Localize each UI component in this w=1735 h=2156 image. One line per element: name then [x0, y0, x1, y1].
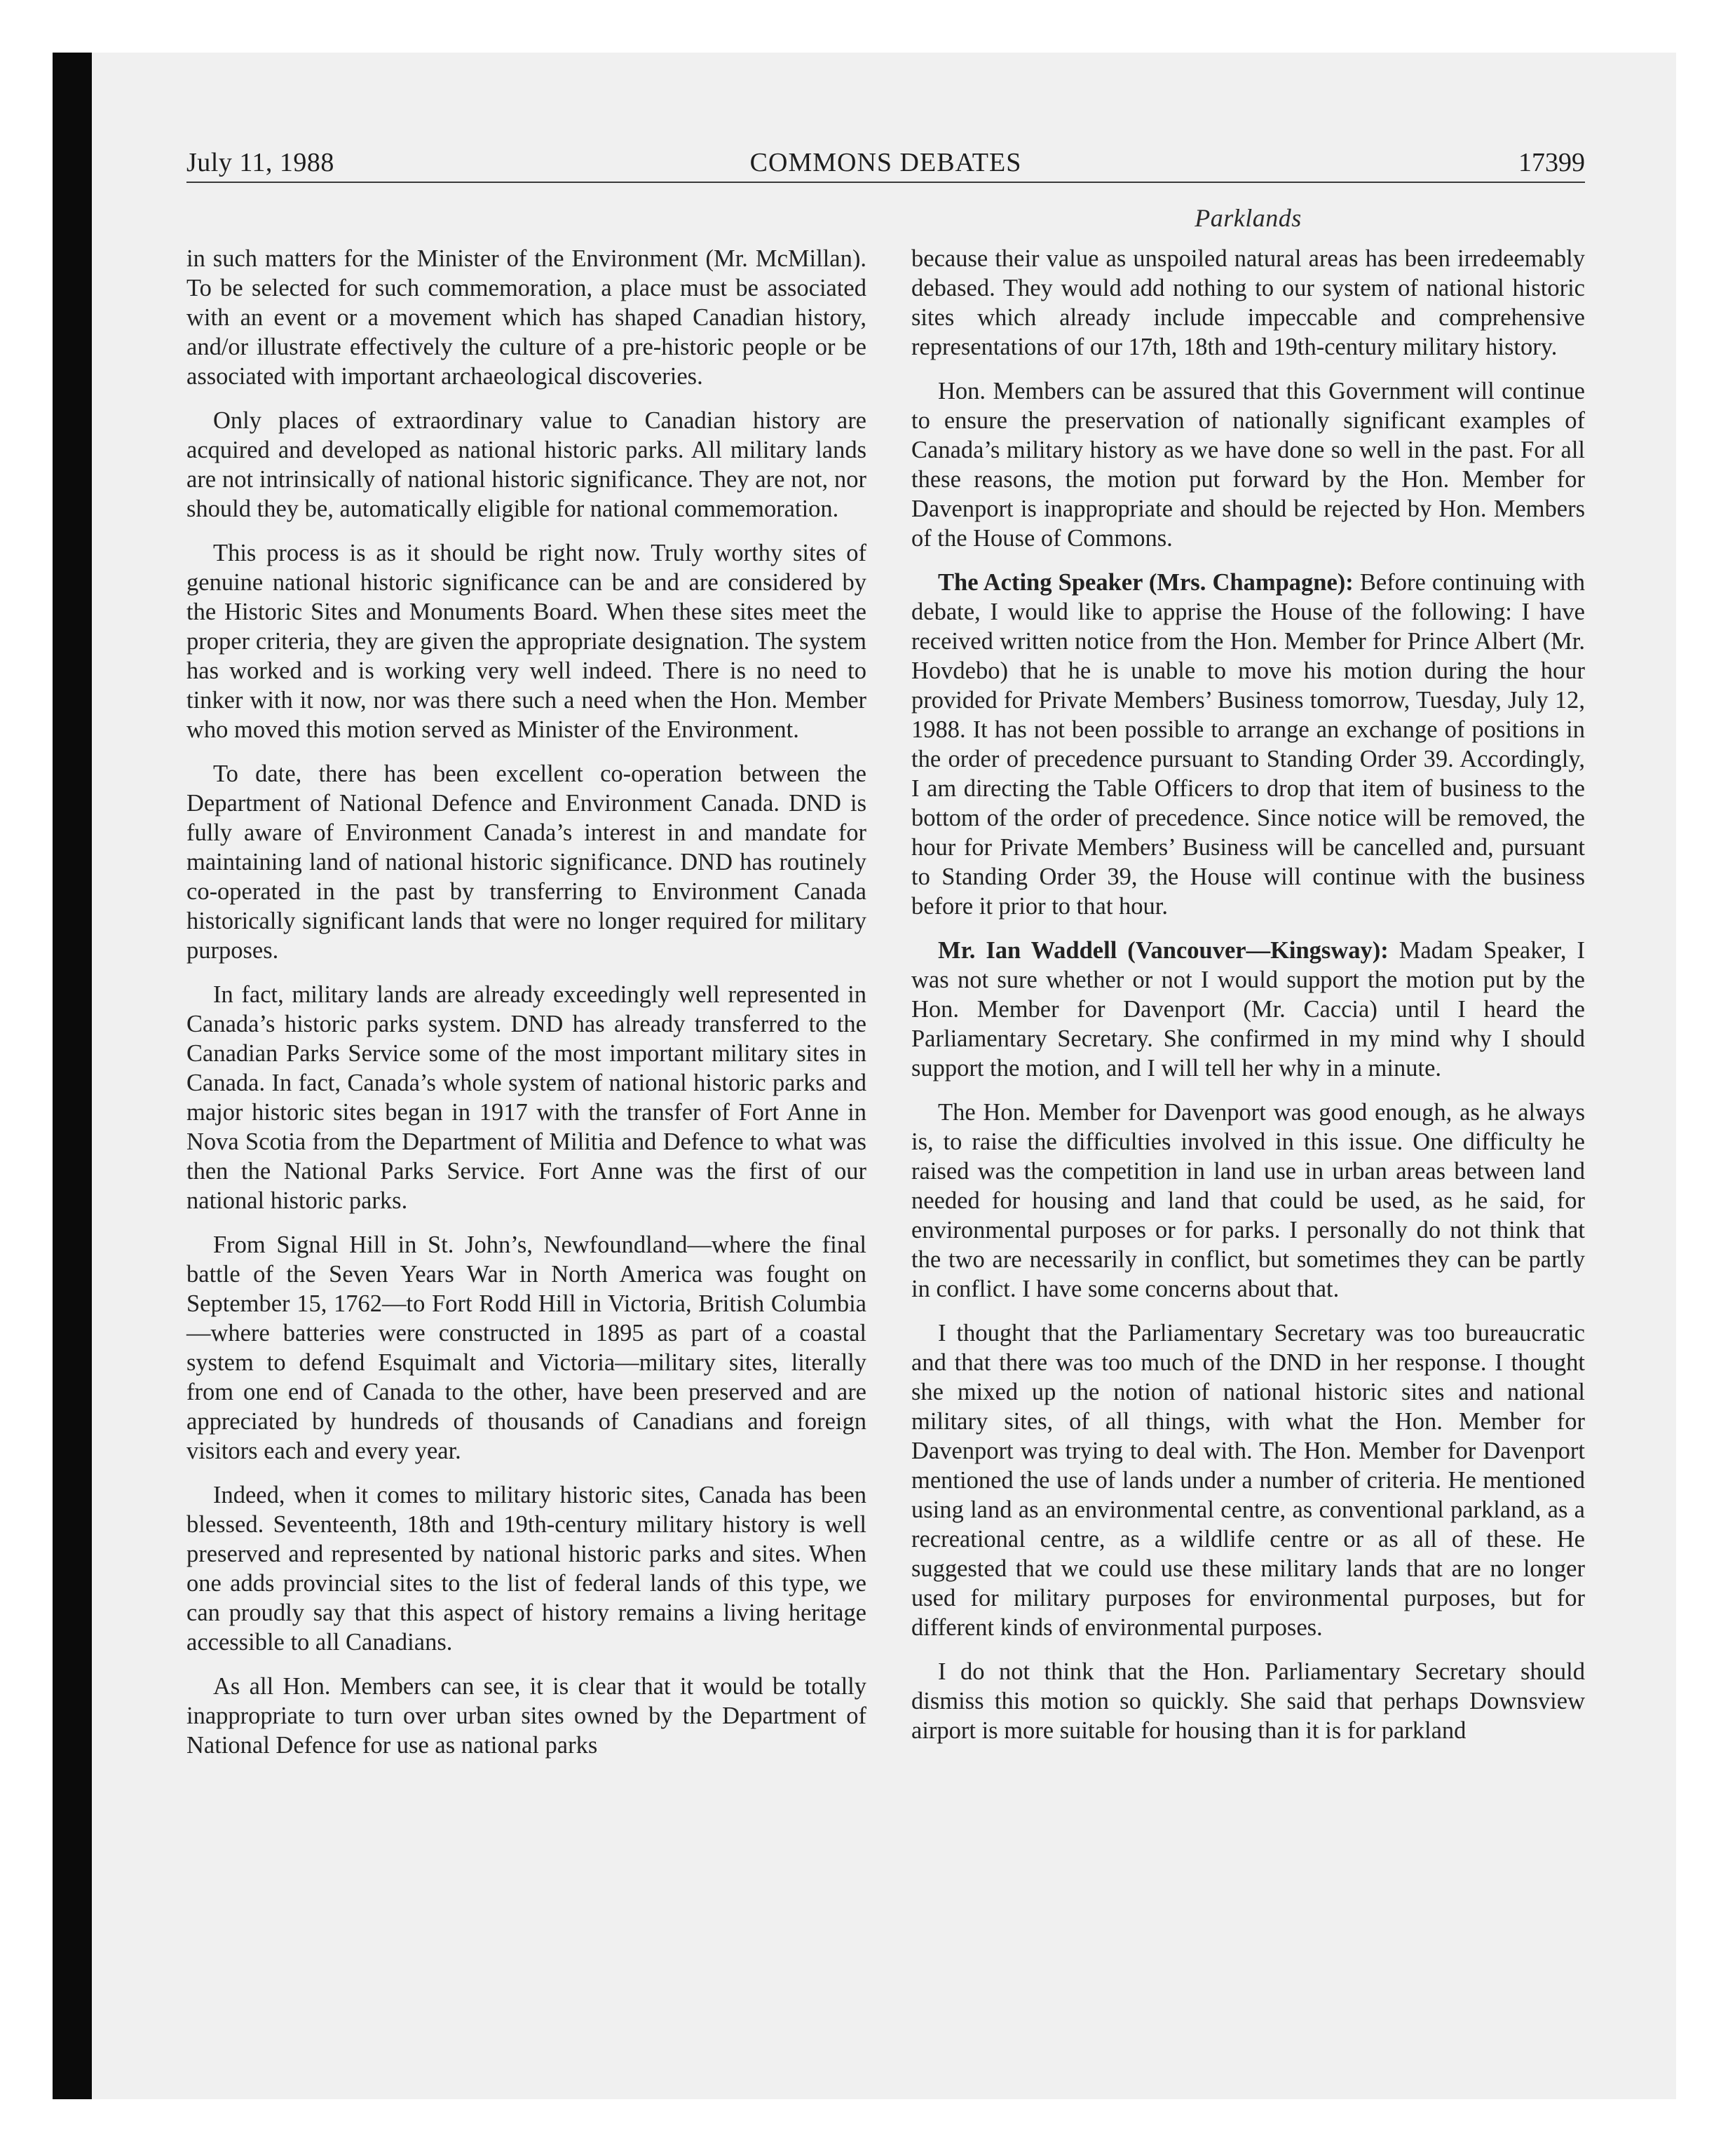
paragraph: This process is as it should be right now. Truly worthy sites of genuine national historic significance can be and are considered by the Historic Sites and Monuments Board. When these sites meet the proper criteria, they are given the appropriate designation. The system has worked and is working very well indeed. There is no need to tinker with it now, nor was there such a need when the Hon. Member who moved this motion served as Minister of the Environment.	[186, 540, 866, 743]
speech-paragraph	[911, 936, 1585, 1083]
right-column	[911, 244, 1585, 1760]
paragraph: in such matters for the Minister of the Environment (Mr. McMillan). To be selected for such commemoration, a place must be associated with an event or a movement which has shaped Canadian history, and/or illustrate effectively the culture of a pre-historic people or be associated with important archaeological discoveries.	[186, 245, 866, 390]
paragraph: Indeed, when it comes to military historic sites, Canada has been blessed. Seventeenth, 18th and 19th-century military history is well preserved and represented by national historic parks and sites. When one adds provincial sites to the list of federal lands of this type, we can proudly say that this aspect of history remains a living heritage accessible to all Canadians.	[186, 1482, 866, 1656]
header-page-number: 17399	[1518, 148, 1585, 177]
paragraph: I thought that the Parliamentary Secretary was too bureaucratic and that there was too much of the DND in her response. I thought she mixed up the notion of national historic sites and national military sites, of all things, with what the Hon. Member for Davenport was trying to deal with. The Hon. Member for Davenport mentioned the use of lands under a number of criteria. He mentioned using land as an environmental centre, as conventional parkland, as a recreational centre, as a wildlife centre or as all of these. He suggested that we could use these military lands that are no longer used for military purposes for environmental purposes, but for different kinds of environmental purposes.	[911, 1320, 1585, 1641]
paragraph: The Hon. Member for Davenport was good enough, as he always is, to raise the difficulties involved in this issue. One difficulty he raised was the competition in land use in urban areas between land needed for housing and land that could be used, as he said, for environmental purposes or for parks. I personally do not think that the two are necessarily in conflict, but sometimes they can be partly in conflict. I have some concerns about that.	[911, 1099, 1585, 1302]
header-rule	[186, 182, 1585, 183]
speaker-name: The Acting Speaker (Mrs. Champagne):	[938, 569, 1354, 596]
paragraph: To date, there has been excellent co-operation between the Department of National Defence and Environment Canada. DND is fully aware of Environment Canada’s interest in and mandate for maintaining land of national historic significance. DND has routinely co-operated in the past by transferring to Environment Canada historically significant lands that were no longer required for military purposes.	[186, 760, 866, 964]
speech-paragraph	[911, 568, 1585, 921]
speech-text: Before continuing with debate, I would like to apprise the House of the following: I have received written notice from the Hon. Member for Prince Albert (Mr. Hovdebo) that he is unable to move his motion during the hour provided for Private Members’ Business tomorrow, Tuesday, July 12, 1988. It has not been possible to arrange an exchange of positions in the order of precedence pursuant to Standing Order 39. Accordingly, I am directing the Table Officers to drop that item of business to the bottom of the order of precedence. Since notice will be removed, the hour for Private Members’ Business will be cancelled and, pursuant to Standing Order 39, the House will continue with the business before it prior to that hour.	[911, 569, 1585, 920]
header-title: COMMONS DEBATES	[749, 148, 1022, 177]
speech-text: Madam Speaker, I was not sure whether or not I would support the motion put by the Hon. Member for Davenport (Mr. Caccia) until I heard the Parliamentary Secretary. She confirmed in my mind why I should support the motion, and I will tell her why in a minute.	[911, 937, 1585, 1082]
paragraph: Only places of extraordinary value to Canadian history are acquired and developed as national historic parks. All military lands are not intrinsically of national historic significance. They are not, nor should they be, automatically eligible for national commemoration.	[186, 407, 866, 522]
paragraph: because their value as unspoiled natural areas has been irredeemably debased. They would add nothing to our system of national historic sites which already include impeccable and comprehensive representations of our 17th, 18th and 19th-century military history.	[911, 245, 1585, 360]
paragraph: I do not think that the Hon. Parliamentary Secretary should dismiss this motion so quickly. She said that perhaps Downsview airport is more suitable for housing than it is for parkland	[911, 1658, 1585, 1744]
running-head: Parklands	[1195, 204, 1302, 232]
paragraph: In fact, military lands are already exceedingly well represented in Canada’s historic parks system. DND has already transferred to the Canadian Parks Service some of the most important military sites in Canada. In fact, Canada’s whole system of national historic parks and major historic sites began in 1917 with the transfer of Fort Anne in Nova Scotia from the Department of Militia and Defence to what was then the National Parks Service. Fort Anne was the first of our national historic parks.	[186, 981, 866, 1214]
speaker-name: Mr. Ian Waddell (Vancouver—Kingsway):	[938, 937, 1389, 964]
left-column	[186, 244, 866, 1775]
scan-edge-bar	[53, 53, 92, 2099]
paragraph: Hon. Members can be assured that this Government will continue to ensure the preservation of nationally significant examples of Canada’s military history as we have done so well in the past. For all these reasons, the motion put forward by the Hon. Member for Davenport is inappropriate and should be rejected by Hon. Members of the House of Commons.	[911, 378, 1585, 552]
paragraph: As all Hon. Members can see, it is clear that it would be totally inappropriate to turn over urban sites owned by the Department of National Defence for use as national parks	[186, 1673, 866, 1759]
paragraph: From Signal Hill in St. John’s, Newfoundland—where the final battle of the Seven Years War in North America was fought on September 15, 1762—to Fort Rodd Hill in Victoria, British Columbia—where batteries were constructed in 1895 as part of a coastal system to defend Esquimalt and Victoria—military sites, literally from one end of Canada to the other, have been preserved and are appreciated by hundreds of thousands of Canadians and foreign visitors each and every year.	[186, 1231, 866, 1464]
page-header	[186, 147, 1585, 182]
header-date: July 11, 1988	[186, 148, 334, 177]
